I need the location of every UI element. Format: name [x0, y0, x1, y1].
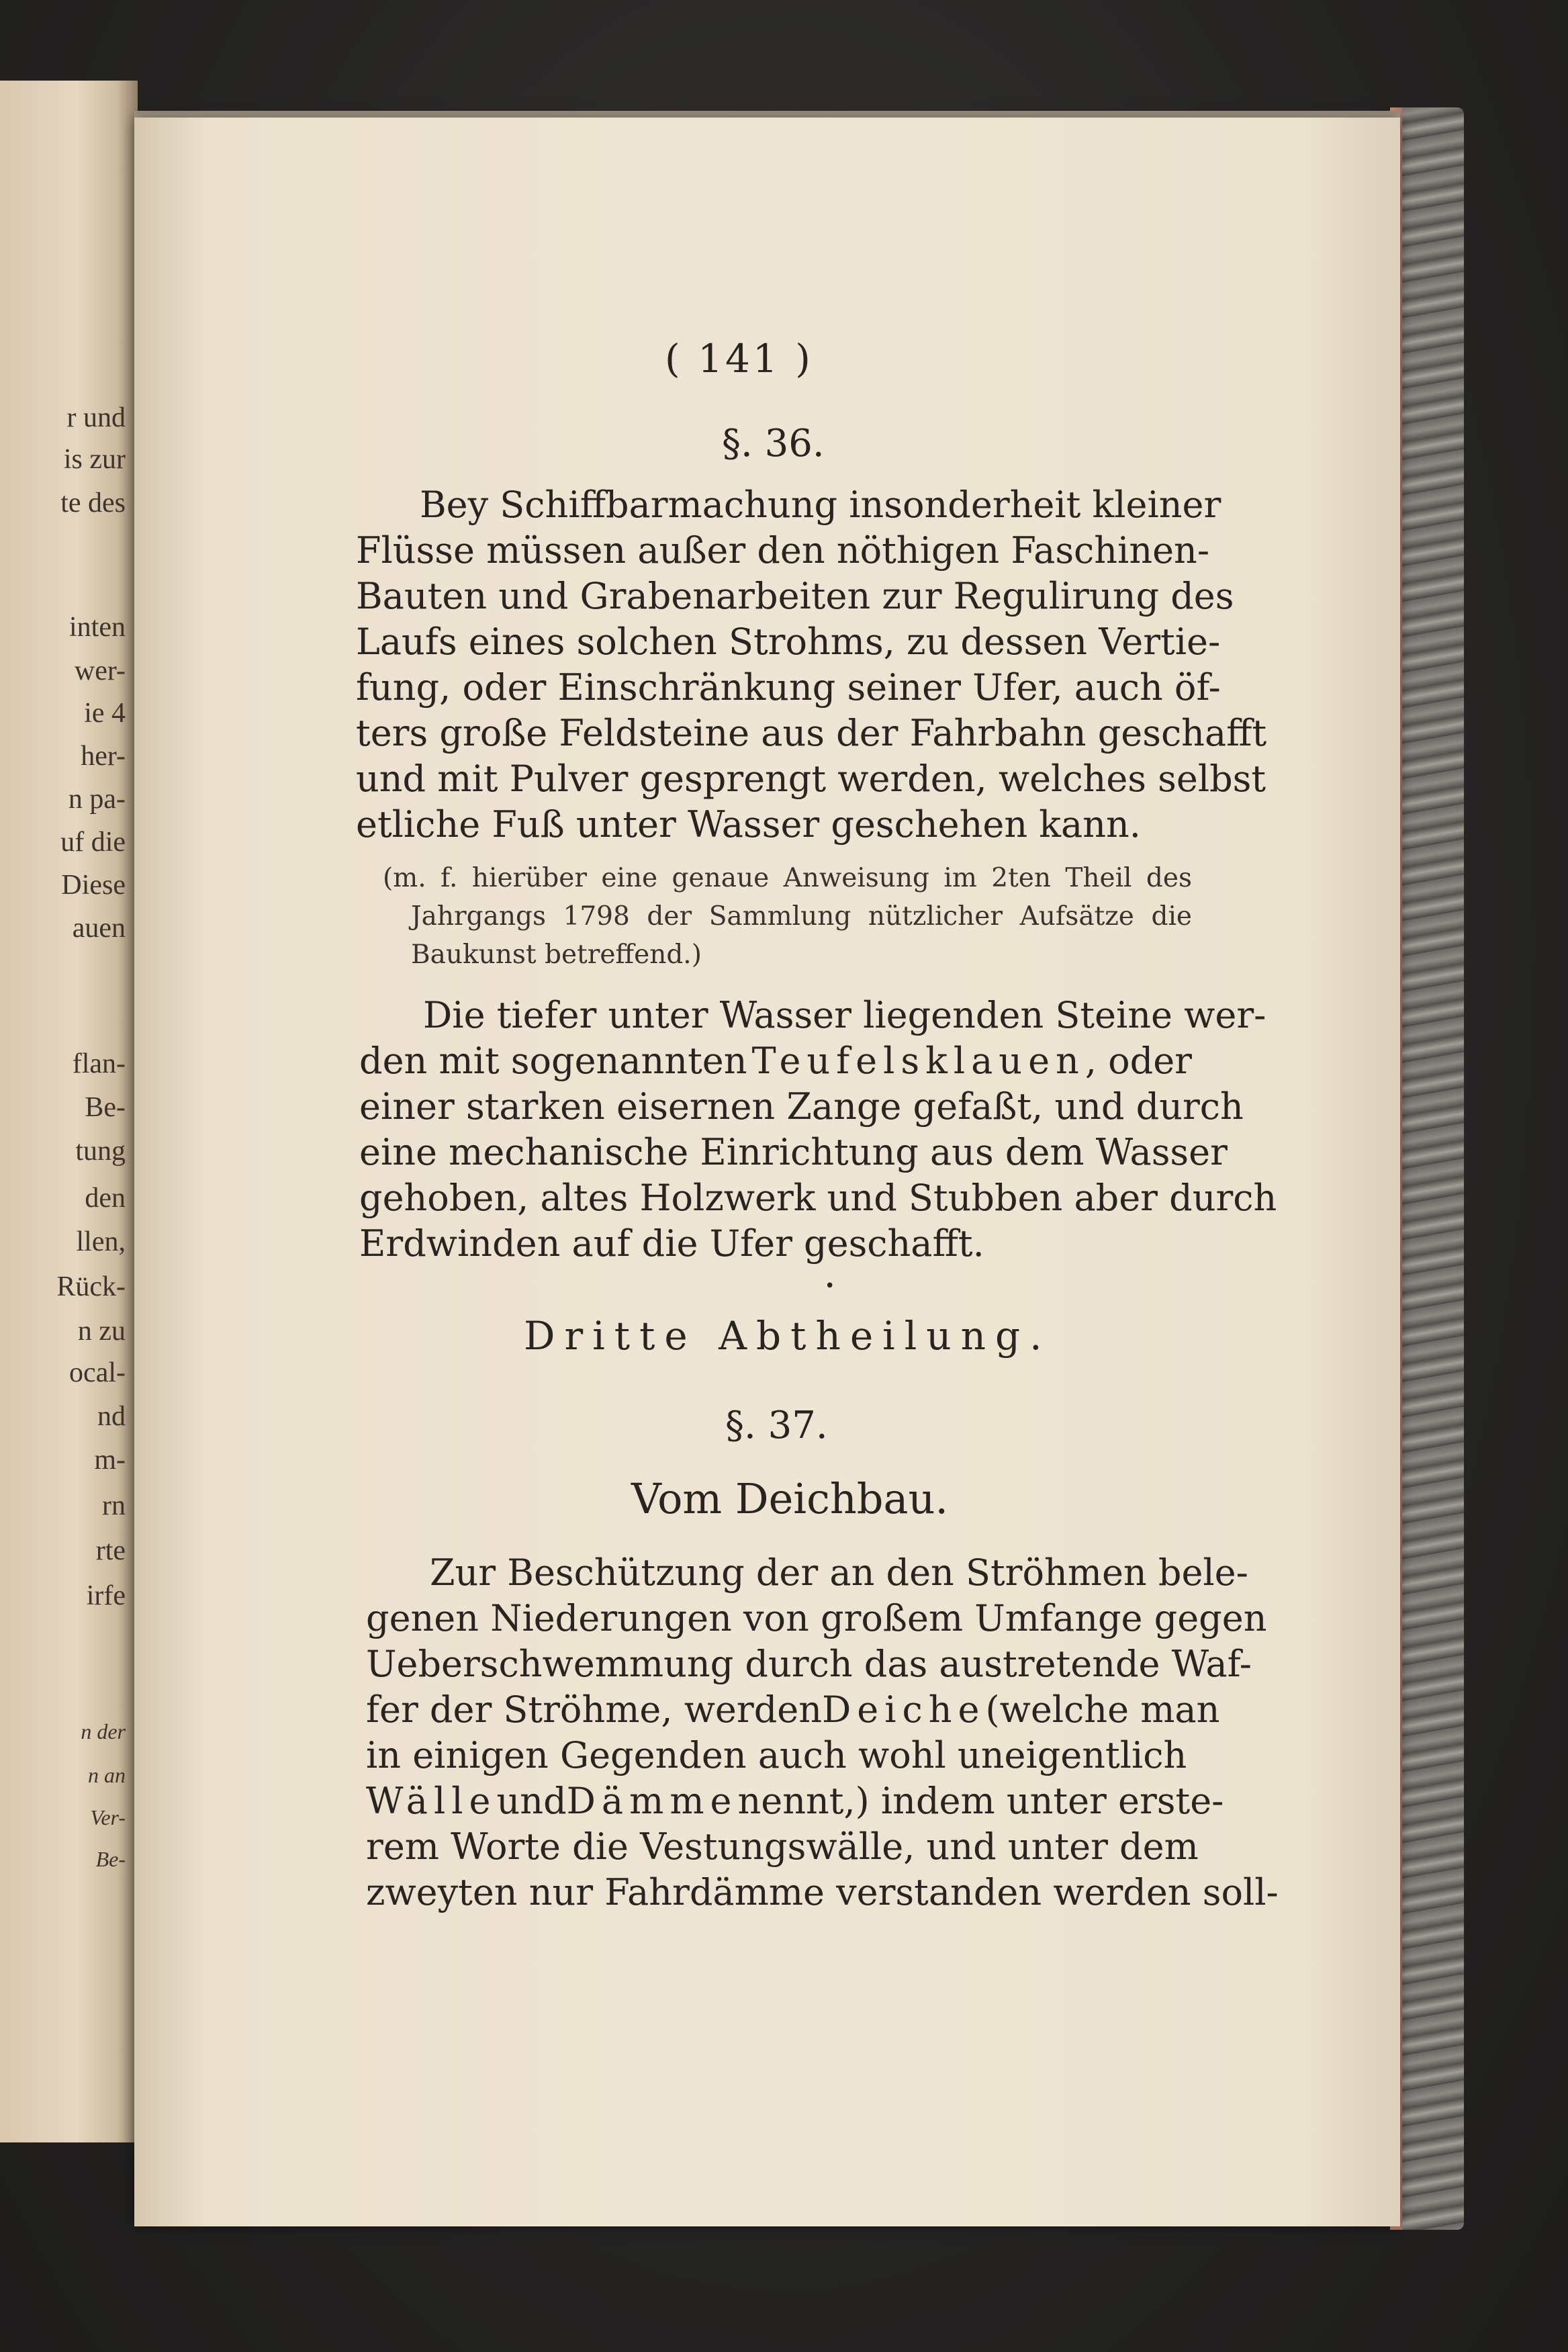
left-line: inten	[69, 612, 126, 643]
left-line: uf die	[60, 827, 126, 858]
text-line: etliche Fuß unter Wasser geschehen kann.	[356, 803, 1141, 846]
left-line: her-	[81, 741, 126, 772]
part-heading: Dritte Abtheilung.	[524, 1313, 1052, 1359]
left-line: Be-	[85, 1092, 126, 1123]
left-line: ocal-	[69, 1357, 126, 1388]
text-span: , oder	[1085, 1040, 1192, 1082]
text-line: Bey Schiffbarmachung insonderheit kleiner	[420, 484, 1221, 526]
emphasized-term: Wälle	[366, 1780, 497, 1822]
left-note: Be-	[95, 1847, 126, 1871]
page-number: ( 141 )	[665, 336, 813, 381]
text-line: Laufs eines solchen Strohms, zu dessen Vertie-	[356, 621, 1221, 663]
left-line: irfe	[86, 1580, 126, 1611]
left-line: r und	[66, 402, 126, 433]
ink-dot: •	[825, 1276, 835, 1296]
left-line: wer-	[74, 655, 126, 686]
footnote-line: Baukunst betreffend.)	[411, 940, 702, 970]
footnote-line: Jahrgangs 1798 der Sammlung nützlicher Aufsätze die	[411, 901, 1192, 932]
left-line: rte	[95, 1535, 126, 1566]
section-title: Vom Deichbau.	[631, 1474, 949, 1523]
section-number: §. 36.	[722, 422, 825, 465]
text-span: nennt,) indem unter erste-	[737, 1780, 1224, 1822]
left-note: Ver-	[90, 1805, 126, 1829]
left-page-edge	[0, 81, 138, 2142]
text-line: Flüsse müssen außer den nöthigen Faschinen-	[356, 529, 1210, 572]
text-line: einer starken eisernen Zange gefaßt, und durch	[359, 1085, 1244, 1128]
text-line: Bauten und Grabenarbeiten zur Regulirung des	[356, 575, 1234, 617]
text-line-with-emphasis	[359, 1040, 1192, 1082]
left-line: Rück-	[56, 1271, 126, 1302]
text-span: (welche man	[985, 1688, 1220, 1731]
text-line: Ueberschwemmung durch das austretende Waf-	[366, 1643, 1252, 1685]
left-line: is zur	[63, 444, 126, 475]
text-line: fung, oder Einschränkung seiner Ufer, auch öf-	[356, 666, 1221, 709]
left-line: Diese	[61, 870, 126, 901]
text-line: Die tiefer unter Wasser liegenden Steine wer-	[423, 994, 1266, 1036]
text-span: und	[496, 1780, 567, 1822]
left-line: nd	[97, 1401, 126, 1432]
text-line: Erdwinden auf die Ufer geschafft.	[359, 1222, 984, 1265]
text-span: den mit sogenannten	[359, 1040, 747, 1082]
left-note: n der	[81, 1719, 126, 1744]
text-line: rem Worte die Vestungswälle, und unter dem	[366, 1825, 1199, 1868]
left-line: tung	[75, 1136, 126, 1167]
text-line: eine mechanische Einrichtung aus dem Wasser	[359, 1131, 1228, 1173]
left-line: ie 4	[84, 698, 126, 729]
left-line: n zu	[77, 1316, 126, 1347]
left-note: n an	[88, 1763, 126, 1787]
left-line: n pa-	[68, 784, 126, 815]
text-line: in einigen Gegenden auch wohl uneigentlich	[366, 1734, 1187, 1776]
footnote-line: (m. f. hierüber eine genaue Anweisung im 2ten Theil des	[383, 863, 1192, 893]
text-line-with-emphasis	[366, 1780, 1224, 1822]
emphasized-term: Deiche	[822, 1688, 986, 1731]
text-line: ters große Feldsteine aus der Fahrbahn geschafft	[356, 712, 1267, 754]
text-line: und mit Pulver gesprengt werden, welches selbst	[356, 758, 1266, 800]
emphasized-term: Teufelsklauen	[751, 1040, 1085, 1082]
text-line: genen Niederungen von großem Umfange gegen	[366, 1597, 1267, 1639]
text-line: Zur Beschützung der an den Ströhmen bele-	[430, 1551, 1248, 1594]
left-line: m-	[94, 1445, 126, 1476]
text-line-with-emphasis	[366, 1688, 1220, 1731]
left-line: den	[85, 1183, 126, 1214]
left-line: rn	[102, 1490, 126, 1521]
emphasized-term: Dämme	[566, 1780, 738, 1822]
text-line: gehoben, altes Holzwerk und Stubben aber durch	[359, 1177, 1277, 1219]
text-span: fer der Ströhme, werden	[366, 1688, 823, 1731]
left-line: te des	[60, 488, 126, 518]
section-number: §. 37.	[725, 1404, 828, 1447]
text-line: zweyten nur Fahrdämme verstanden werden soll-	[366, 1871, 1279, 1913]
left-line: auen	[72, 913, 126, 944]
left-line: flan-	[72, 1048, 126, 1079]
left-line: llen,	[76, 1226, 126, 1257]
